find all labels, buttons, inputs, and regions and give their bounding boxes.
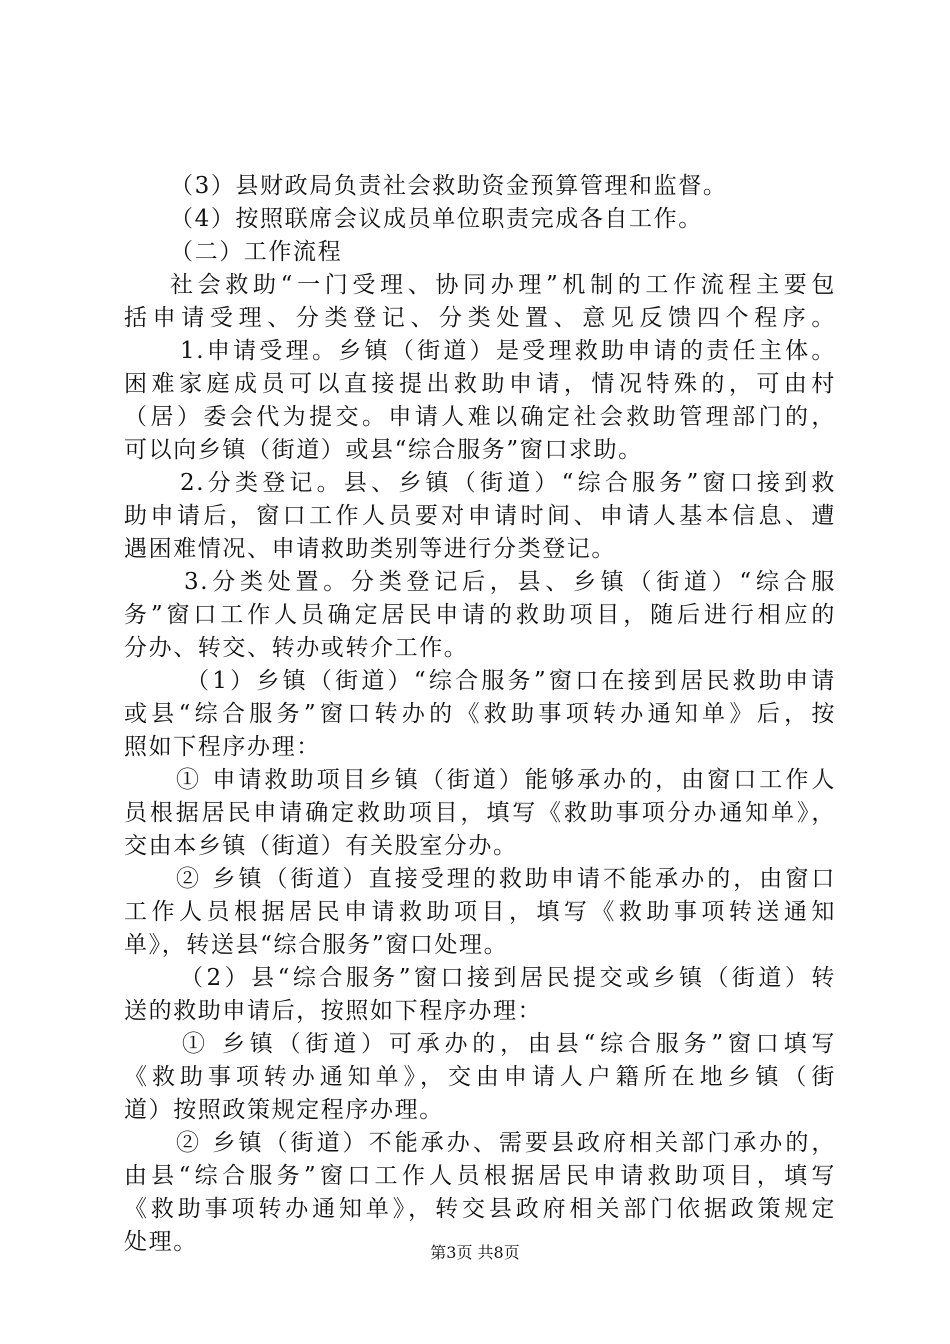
- paragraph-line: 道）按照政策规定程序办理。: [124, 1097, 444, 1123]
- page-footer: 第3页 共8页: [430, 1243, 520, 1262]
- paragraph-line: ① 乡镇（街道）可承办的，由县“综合服务”窗口填写: [182, 1031, 836, 1057]
- paragraph-line: 由县“综合服务”窗口工作人员根据居民申请救助项目，填写: [124, 1163, 836, 1189]
- paragraph-line: 3.分类处置。分类登记后，县、乡镇（街道）“综合服: [184, 569, 836, 595]
- paragraph-line: 工作人员根据居民申请救助项目，填写《救助事项转送通知: [124, 899, 836, 925]
- paragraph-line: 2.分类登记。县、乡镇（街道）“综合服务”窗口接到救: [180, 470, 836, 496]
- paragraph-line: 送的救助申请后，按照如下程序办理：: [124, 998, 543, 1024]
- paragraph-line: 社会救助“一门受理、协同办理”机制的工作流程主要包: [170, 272, 836, 298]
- paragraph-line: （1）乡镇（街道）“综合服务”窗口在接到居民救助申请: [186, 668, 836, 694]
- paragraph-line: 遇困难情况、申请救助类别等进行分类登记。: [124, 536, 616, 562]
- paragraph-line: 照如下程序办理：: [124, 734, 321, 760]
- paragraph-line: 分办、转交、转办或转介工作。: [124, 635, 469, 661]
- paragraph-line: 或县“综合服务”窗口转办的《救助事项转办通知单》后，按: [124, 701, 836, 727]
- paragraph-line: 处理。: [124, 1229, 198, 1255]
- paragraph-line: 员根据居民申请确定救助项目，填写《救助事项分办通知单》，: [124, 800, 836, 826]
- paragraph-line: （4）按照联席会议成员单位职责完成各自工作。: [170, 206, 703, 232]
- paragraph-line: 单》，转送县“综合服务”窗口处理。: [124, 932, 509, 958]
- paragraph-line: 《救助事项转办通知单》，转交县政府相关部门依据政策规定: [124, 1196, 836, 1222]
- paragraph-line: ② 乡镇（街道）不能承办、需要县政府相关部门承办的，: [176, 1130, 836, 1156]
- paragraph-line: 助申请后，窗口工作人员要对申请时间、申请人基本信息、遭: [124, 503, 836, 529]
- document-body: [124, 170, 836, 1259]
- paragraph-line: （3）县财政局负责社会救助资金预算管理和监督。: [170, 173, 728, 199]
- paragraph-line: 困难家庭成员可以直接提出救助申请，情况特殊的，可由村: [124, 371, 836, 397]
- paragraph-line: 括申请受理、分类登记、分类处置、意见反馈四个程序。: [124, 305, 836, 331]
- paragraph-line: （居）委会代为提交。申请人难以确定社会救助管理部门的，: [124, 404, 836, 430]
- paragraph-line: （2）县“综合服务”窗口接到居民提交或乡镇（街道）转: [180, 965, 836, 991]
- paragraph-line: ② 乡镇（街道）直接受理的救助申请不能承办的，由窗口: [176, 866, 836, 892]
- paragraph-line: 《救助事项转办通知单》，交由申请人户籍所在地乡镇（街: [124, 1064, 836, 1090]
- section-heading: （二）工作流程: [170, 239, 343, 265]
- paragraph-line: ① 申请救助项目乡镇（街道）能够承办的，由窗口工作人: [176, 767, 836, 793]
- paragraph-line: 务”窗口工作人员确定居民申请的救助项目，随后进行相应的: [124, 602, 836, 628]
- paragraph-line: 交由本乡镇（街道）有关股室分办。: [124, 833, 518, 859]
- paragraph-line: 可以向乡镇（街道）或县“综合服务”窗口求助。: [124, 437, 643, 463]
- paragraph-line: 1.申请受理。乡镇（街道）是受理救助申请的责任主体。: [180, 338, 836, 364]
